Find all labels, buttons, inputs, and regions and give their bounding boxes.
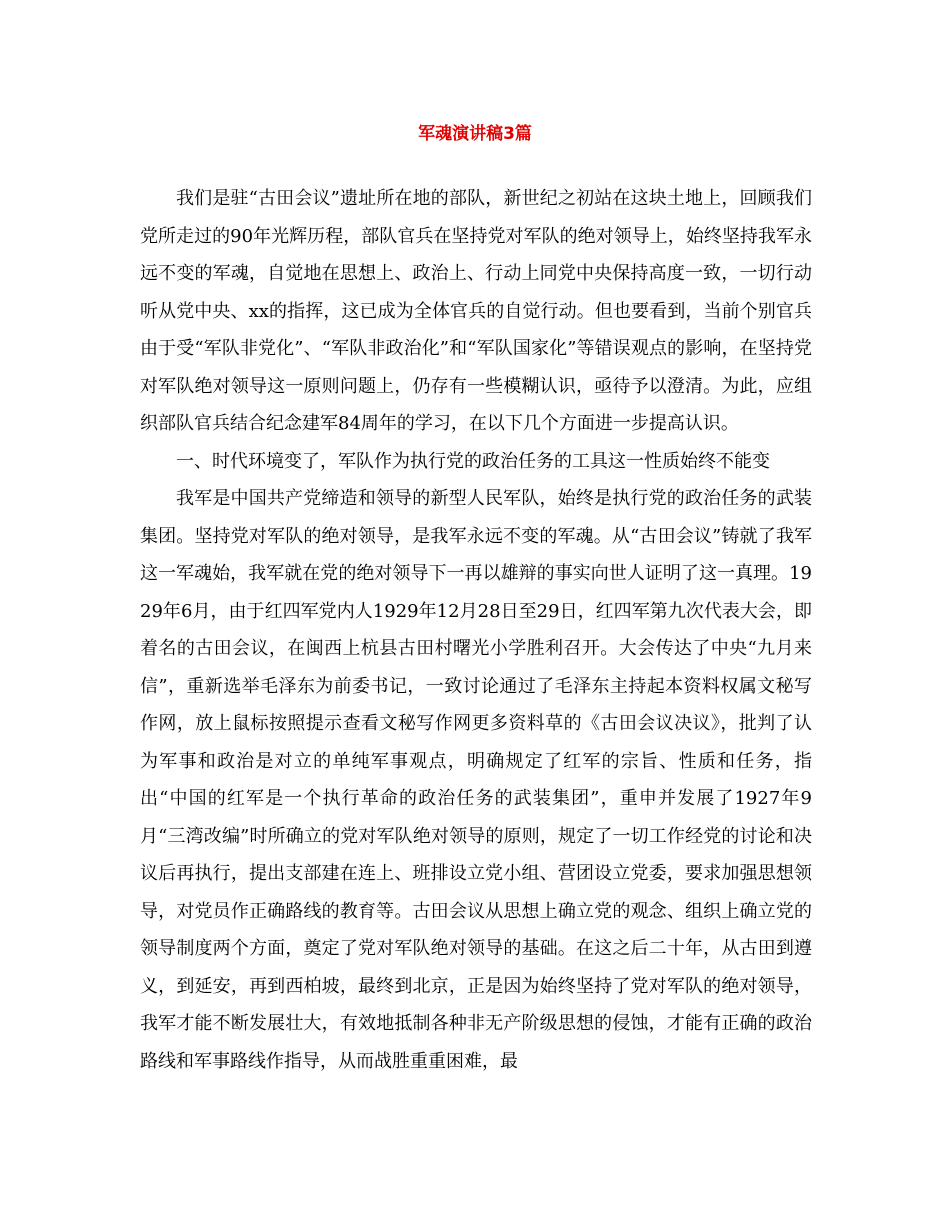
paragraph-intro: 我们是驻“古田会议”遗址所在地的部队，新世纪之初站在这块土地上，回顾我们党所走过的90年光辉历程，部队官兵在坚持党对军队的绝对领导上，始终坚持我军永远不变的军魂，自觉地在思想上、政治上、行动上同党中央保持高度一致，一切行动听从党中央、xx的指挥，这已成为全体官兵的自觉行动。但也要看到，当前个别官兵由于受“军队非党化”、“军队非政治化”和“军队国家化”等错误观点的影响，在坚持党对军队绝对领导这一原则问题上，仍存有一些模糊认识，亟待予以澄清。为此，应组织部队官兵结合纪念建军84周年的学习，在以下几个方面进一步提高认识。 [140, 188, 812, 434]
document-body [140, 180, 812, 1080]
document-title: 军魂演讲稿3篇 [418, 124, 532, 144]
section-heading-one: 一、时代环境变了，军队作为执行党的政治任务的工具这一性质始终不能变 [176, 450, 770, 472]
paragraph-section-one: 我军是中国共产党缔造和领导的新型人民军队，始终是执行党的政治任务的武装集团。坚持党对军队的绝对领导，是我军永远不变的军魂。从“古田会议”铸就了我军这一军魂始，我军就在党的绝对领导下一再以雄辩的事实向世人证明了这一真理。1929年6月，由于红四军党内人1929年12月28日至29日，红四军第九次代表大会，即着名的古田会议，在闽西上杭县古田村曙光小学胜利召开。大会传达了中央“九月来信”，重新选举毛泽东为前委书记，一致讨论通过了毛泽东主持起本资料权属文秘写作网，放上鼠标按照提示查看文秘写作网更多资料草的《古田会议决议》，批判了认为军事和政治是对立的单纯军事观点，明确规定了红军的宗旨、性质和任务，指出“中国的红军是一个执行革命的政治任务的武装集团”，重申并发展了1927年9月“三湾改编”时所确立的党对军队绝对领导的原则，规定了一切工作经党的讨论和决议后再执行，提出支部建在连上、班排设立党小组、营团设立党委，要求加强思想领导，对党员作正确路线的教育等。古田会议从思想上确立党的观念、组织上确立党的领导制度两个方面，奠定了党对军队绝对领导的基础。在这之后二十年，从古田到遵义，到延安，再到西柏坡，最终到北京，正是因为始终坚持了党对军队的绝对领导，我军才能不断发展壮大，有效地抵制各种非无产阶级思想的侵蚀，才能有正确的政治路线和军事路线作指导，从而战胜重重困难，最 [140, 488, 812, 1072]
